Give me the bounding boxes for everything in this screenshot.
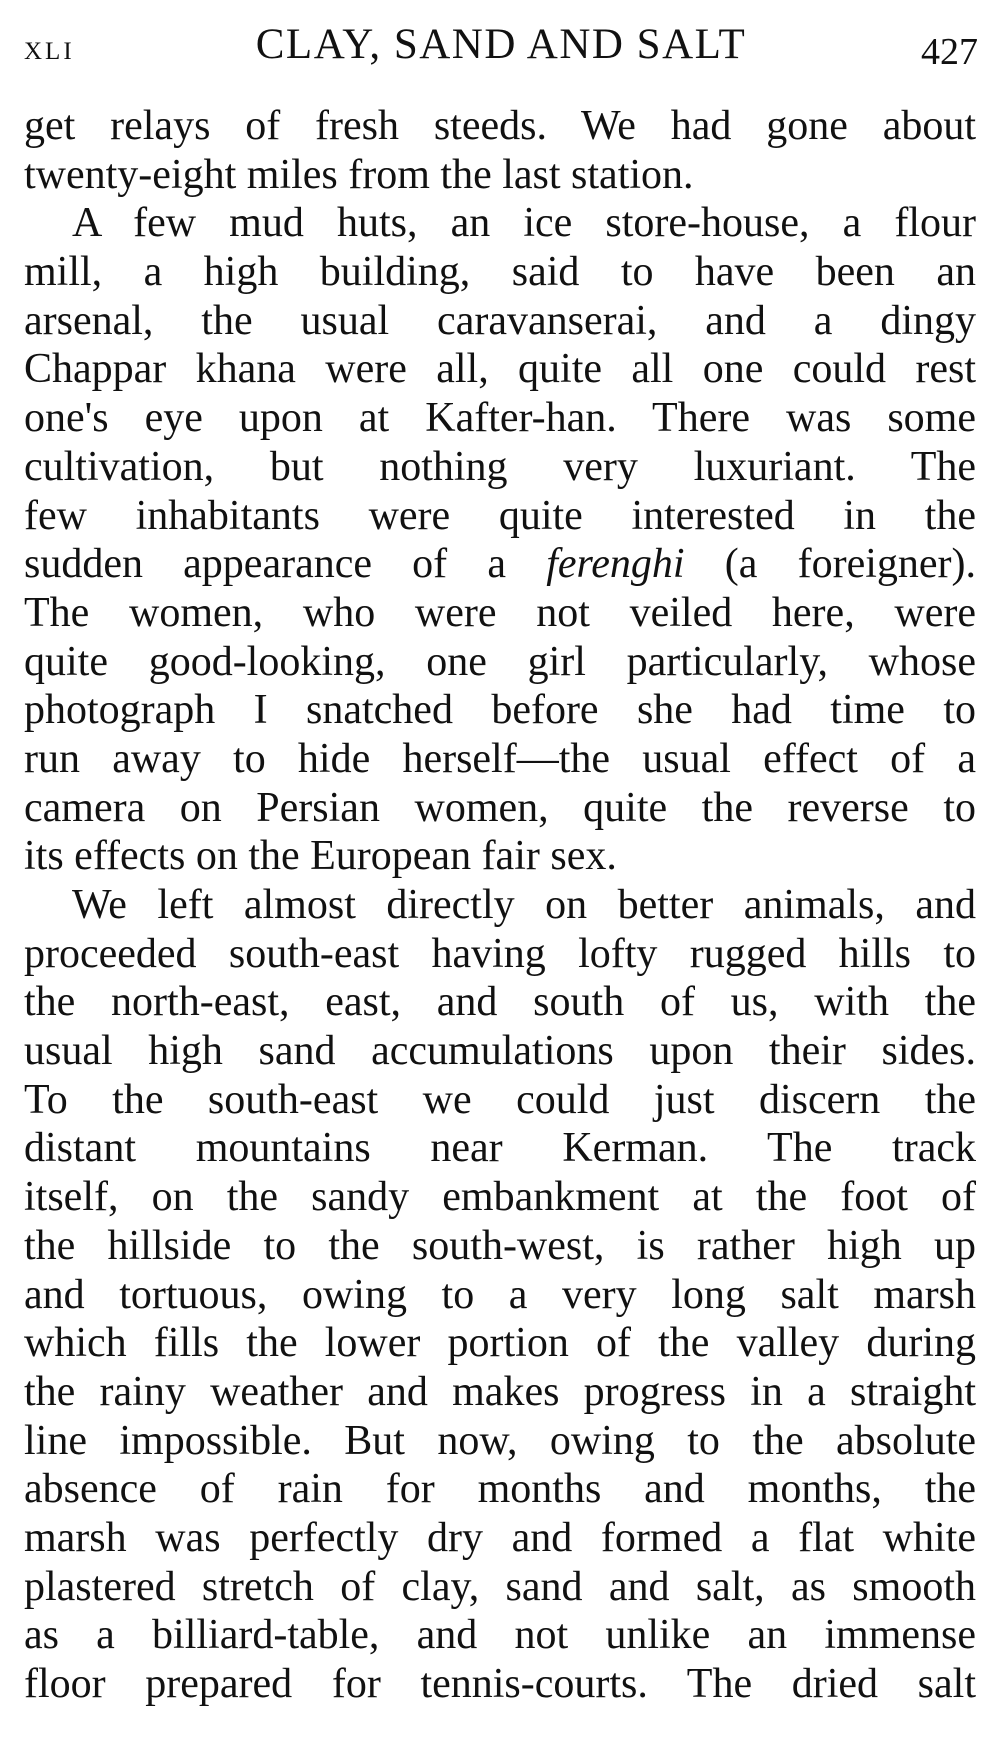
- text-line: arsenal, the usual caravanserai, and a dingy: [24, 297, 976, 344]
- text-line: get relays of fresh steeds. We had gone about: [24, 103, 976, 149]
- text-line: The women, who were not veiled here, were: [24, 589, 976, 636]
- text-line: quite good-looking, one girl particularly, whose: [24, 638, 976, 685]
- text-line: its effects on the European fair sex.: [24, 833, 617, 880]
- chapter-number: XLI: [24, 38, 75, 65]
- text-line: proceeded south-east having lofty rugged hills to: [24, 930, 976, 977]
- text-line: absence of rain for months and months, the: [24, 1466, 976, 1513]
- text-line: distant mountains near Kerman. The track: [24, 1125, 976, 1172]
- text-line: plastered stretch of clay, sand and salt, as smooth: [24, 1563, 976, 1610]
- page-number: 427: [921, 31, 978, 73]
- text-line: cultivation, but nothing very luxuriant. The: [24, 443, 976, 490]
- page-title: CLAY, SAND AND SALT: [255, 21, 747, 68]
- text-line: usual high sand accumulations upon their sides.: [24, 1028, 976, 1075]
- text-line: the north-east, east, and south of us, with the: [24, 979, 976, 1026]
- text-line: the rainy weather and makes progress in a straight: [24, 1368, 976, 1415]
- text-line: as a billiard-table, and not unlike an immense: [24, 1612, 976, 1659]
- text-line: photograph I snatched before she had time to: [24, 687, 976, 734]
- text-line: and tortuous, owing to a very long salt marsh: [24, 1271, 976, 1318]
- text-line: A few mud huts, an ice store-house, a flour: [72, 200, 976, 247]
- text-line: camera on Persian women, quite the reverse to: [24, 784, 976, 831]
- text-line: floor prepared for tennis-courts. The dried salt: [24, 1661, 976, 1707]
- text-line: the hillside to the south-west, is rather high up: [24, 1222, 976, 1269]
- text-line: We left almost directly on better animals, and: [72, 882, 976, 928]
- text-line: Chappar khana were all, quite all one could rest: [24, 346, 976, 393]
- text-line: line impossible. But now, owing to the absolute: [24, 1417, 976, 1464]
- text-line: which fills the lower portion of the valley during: [24, 1320, 976, 1367]
- text-line: To the south-east we could just discern the: [24, 1076, 976, 1123]
- text-line: one's eye upon at Kafter-han. There was some: [24, 395, 976, 442]
- text-line: [24, 540, 976, 589]
- running-head: [24, 18, 978, 78]
- text-line: few inhabitants were quite interested in the: [24, 492, 976, 539]
- body-text: [24, 102, 976, 1709]
- text-line-start: sudden appearance of a: [24, 541, 547, 588]
- text-line-end: (a foreigner).: [684, 541, 976, 588]
- text-line: mill, a high building, said to have been an: [24, 249, 976, 296]
- italic-word: ferenghi: [546, 541, 685, 588]
- text-line: marsh was perfectly dry and formed a flat white: [24, 1514, 976, 1561]
- text-line: run away to hide herself—the usual effect of a: [24, 735, 976, 782]
- text-line: itself, on the sandy embankment at the foot of: [24, 1174, 976, 1221]
- text-line: twenty-eight miles from the last station.: [24, 151, 694, 198]
